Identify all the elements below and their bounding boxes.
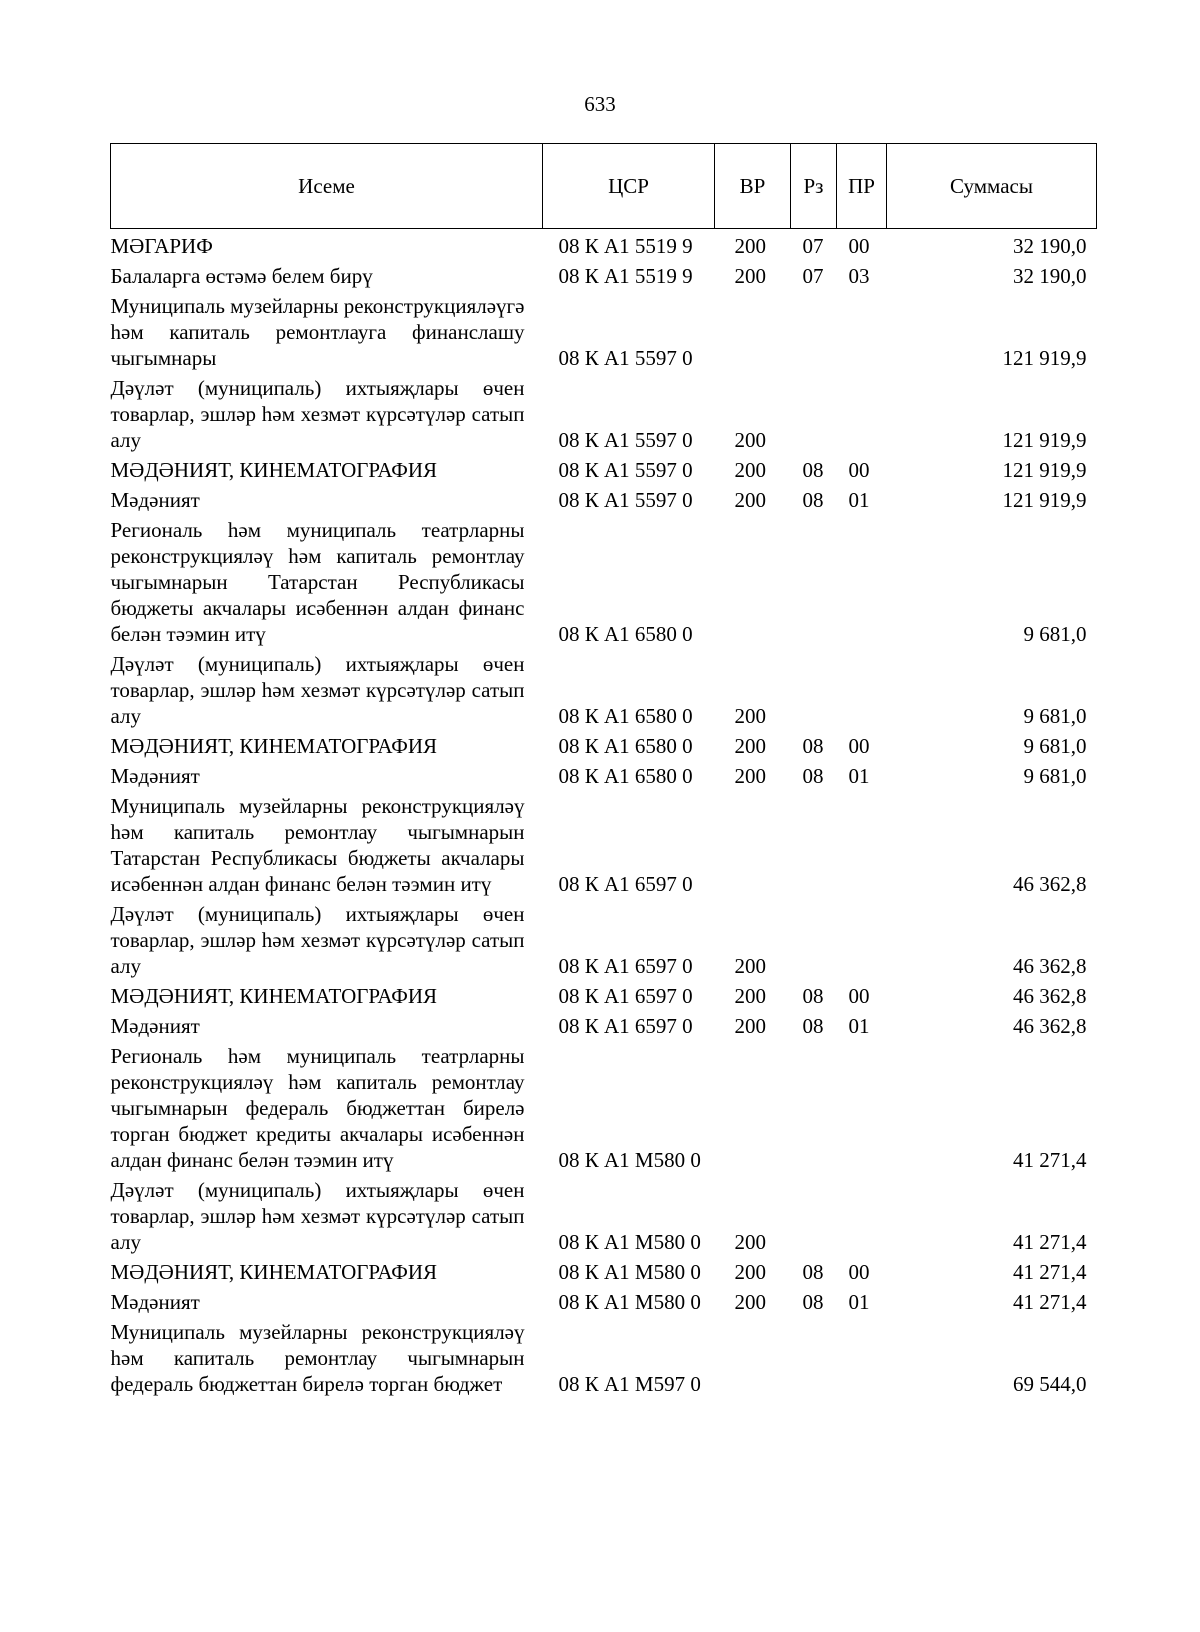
- row-name-cell: Муниципаль музейларны реконструкцияләүгә һәм капиталь ремонтлауга финанслашу чыгымнары: [110, 294, 525, 370]
- row-pr-cell: 00: [848, 458, 870, 482]
- row-csr-cell: 08 К А1 6580 0: [558, 734, 693, 758]
- row-name-cell: Мәдәният: [110, 1290, 200, 1314]
- row-csr-cell: 08 К А1 5597 0: [558, 458, 693, 482]
- row-csr-cell: 08 К А1 5519 9: [558, 234, 693, 258]
- row-csr-cell: 08 К А1 5597 0: [558, 346, 693, 370]
- row-rz-cell: [791, 1315, 837, 1397]
- row-name-cell: Дәүләт (муниципаль) ихтыяҗлары өчен товарлар, эшләр һәм хезмәт күрсәтүләр сатып алу: [110, 376, 525, 452]
- row-pr-cell: [837, 371, 887, 453]
- table-row: [111, 1285, 1097, 1315]
- row-vr-cell: 200: [734, 264, 766, 288]
- row-csr-cell: 08 К А1 6597 0: [558, 872, 693, 896]
- row-name-cell: Дәүләт (муниципаль) ихтыяҗлары өчен товарлар, эшләр һәм хезмәт күрсәтүләр сатып алу: [110, 1178, 525, 1254]
- row-vr-cell: 200: [734, 704, 766, 728]
- row-name-cell: МӘГАРИФ: [110, 234, 213, 258]
- row-rz-cell: 08: [802, 764, 824, 788]
- row-pr-cell: [837, 1315, 887, 1397]
- row-sum-cell: 46 362,8: [1013, 1014, 1087, 1038]
- row-rz-cell: 08: [802, 1290, 824, 1314]
- row-csr-cell: 08 К А1 6597 0: [558, 984, 693, 1008]
- table-row: [111, 647, 1097, 729]
- header-rz: Рз: [791, 144, 837, 229]
- row-sum-cell: 121 919,9: [1002, 458, 1087, 482]
- budget-table: [110, 143, 1096, 1397]
- row-csr-cell: 08 К А1 6580 0: [558, 704, 693, 728]
- row-rz-cell: 08: [802, 458, 824, 482]
- row-pr-cell: [837, 1039, 887, 1173]
- row-sum-cell: 46 362,8: [1013, 954, 1087, 978]
- row-name-cell: МӘДӘНИЯТ, КИНЕМАТОГРАФИЯ: [110, 734, 438, 758]
- row-pr-cell: 01: [848, 1014, 870, 1038]
- row-vr-cell: [715, 289, 791, 371]
- row-rz-cell: [791, 789, 837, 897]
- header-csr: ЦСР: [543, 144, 715, 229]
- row-pr-cell: 00: [848, 984, 870, 1008]
- row-vr-cell: 200: [734, 1014, 766, 1038]
- row-pr-cell: [837, 789, 887, 897]
- row-vr-cell: 200: [734, 984, 766, 1008]
- table-row: [111, 979, 1097, 1009]
- table-row: [111, 513, 1097, 647]
- row-name-cell: МӘДӘНИЯТ, КИНЕМАТОГРАФИЯ: [110, 1260, 438, 1284]
- row-rz-cell: [791, 1039, 837, 1173]
- row-sum-cell: 32 190,0: [1013, 264, 1087, 288]
- row-rz-cell: 08: [802, 984, 824, 1008]
- row-name-cell: Муниципаль музейларны реконструкцияләү һәм капиталь ремонтлау чыгымнарын Татарстан Республикасы бюджеты акчалары исәбеннән алдан финанс белән тәэмин итү: [110, 794, 525, 896]
- row-csr-cell: 08 К А1 М580 0: [558, 1290, 701, 1314]
- row-csr-cell: 08 К А1 М580 0: [558, 1260, 701, 1284]
- row-pr-cell: [837, 1173, 887, 1255]
- row-vr-cell: 200: [734, 488, 766, 512]
- row-sum-cell: 41 271,4: [1013, 1148, 1087, 1172]
- row-pr-cell: 00: [848, 734, 870, 758]
- row-csr-cell: 08 К А1 М597 0: [558, 1372, 701, 1396]
- row-csr-cell: 08 К А1 5597 0: [558, 488, 693, 512]
- row-sum-cell: 121 919,9: [1002, 346, 1087, 370]
- table-row: [111, 229, 1097, 260]
- header-pr: ПР: [837, 144, 887, 229]
- row-name-cell: Мәдәният: [110, 764, 200, 788]
- row-rz-cell: 08: [802, 1260, 824, 1284]
- row-pr-cell: [837, 897, 887, 979]
- row-rz-cell: [791, 371, 837, 453]
- table-row: [111, 1255, 1097, 1285]
- row-vr-cell: 200: [734, 1230, 766, 1254]
- row-csr-cell: 08 К А1 6597 0: [558, 954, 693, 978]
- row-pr-cell: 01: [848, 488, 870, 512]
- row-vr-cell: [715, 513, 791, 647]
- table-row: [111, 1173, 1097, 1255]
- table-row: [111, 289, 1097, 371]
- row-name-cell: Региональ һәм муниципаль театрларны реконструкцияләү һәм капиталь ремонтлау чыгымнарын федераль бюджеттан бирелә торган бюджет кредиты акчалары исәбеннән алдан финанс белән тәэмин итү: [110, 1044, 525, 1172]
- row-pr-cell: 01: [848, 764, 870, 788]
- row-name-cell: Дәүләт (муниципаль) ихтыяҗлары өчен товарлар, эшләр һәм хезмәт күрсәтүләр сатып алу: [110, 652, 525, 728]
- row-vr-cell: 200: [734, 234, 766, 258]
- table-row: [111, 729, 1097, 759]
- row-csr-cell: 08 К А1 М580 0: [558, 1230, 701, 1254]
- row-sum-cell: 9 681,0: [1023, 622, 1087, 646]
- table-row: [111, 483, 1097, 513]
- row-rz-cell: 07: [802, 264, 824, 288]
- row-csr-cell: 08 К А1 6580 0: [558, 764, 693, 788]
- row-name-cell: Муниципаль музейларны реконструкцияләү һәм капиталь ремонтлау чыгымнарын федераль бюджеттан бирелә торган бюджет: [110, 1320, 525, 1396]
- row-sum-cell: 32 190,0: [1013, 234, 1087, 258]
- row-name-cell: Мәдәният: [110, 1014, 200, 1038]
- row-sum-cell: 41 271,4: [1013, 1230, 1087, 1254]
- row-vr-cell: [715, 1315, 791, 1397]
- row-csr-cell: 08 К А1 6597 0: [558, 1014, 693, 1038]
- table-body: [111, 229, 1097, 1398]
- row-rz-cell: [791, 897, 837, 979]
- row-csr-cell: 08 К А1 6580 0: [558, 622, 693, 646]
- row-name-cell: Мәдәният: [110, 488, 200, 512]
- header-vr: ВР: [715, 144, 791, 229]
- row-sum-cell: 121 919,9: [1002, 488, 1087, 512]
- row-name-cell: МӘДӘНИЯТ, КИНЕМАТОГРАФИЯ: [110, 984, 438, 1008]
- row-pr-cell: 00: [848, 1260, 870, 1284]
- row-sum-cell: 9 681,0: [1023, 764, 1087, 788]
- row-vr-cell: 200: [734, 1290, 766, 1314]
- row-name-cell: МӘДӘНИЯТ, КИНЕМАТОГРАФИЯ: [110, 458, 438, 482]
- row-vr-cell: 200: [734, 764, 766, 788]
- row-sum-cell: 46 362,8: [1013, 984, 1087, 1008]
- row-pr-cell: 03: [848, 264, 870, 288]
- row-sum-cell: 41 271,4: [1013, 1290, 1087, 1314]
- row-rz-cell: 07: [802, 234, 824, 258]
- row-sum-cell: 41 271,4: [1013, 1260, 1087, 1284]
- table-row: [111, 453, 1097, 483]
- table-row: [111, 789, 1097, 897]
- row-vr-cell: 200: [734, 458, 766, 482]
- row-vr-cell: [715, 789, 791, 897]
- row-rz-cell: [791, 647, 837, 729]
- row-pr-cell: [837, 289, 887, 371]
- row-csr-cell: 08 К А1 5597 0: [558, 428, 693, 452]
- row-vr-cell: 200: [734, 734, 766, 758]
- row-rz-cell: 08: [802, 1014, 824, 1038]
- row-csr-cell: 08 К А1 М580 0: [558, 1148, 701, 1172]
- table-row: [111, 897, 1097, 979]
- row-vr-cell: 200: [734, 428, 766, 452]
- header-sum: Суммасы: [887, 144, 1097, 229]
- row-pr-cell: 00: [848, 234, 870, 258]
- row-sum-cell: 9 681,0: [1023, 734, 1087, 758]
- table-row: [111, 259, 1097, 289]
- row-pr-cell: 01: [848, 1290, 870, 1314]
- row-vr-cell: [715, 1039, 791, 1173]
- page-number: 633: [584, 92, 616, 116]
- row-rz-cell: 08: [802, 734, 824, 758]
- row-sum-cell: 9 681,0: [1023, 704, 1087, 728]
- table-row: [111, 1315, 1097, 1397]
- row-name-cell: Региональ һәм муниципаль театрларны реконструкцияләү һәм капиталь ремонтлау чыгымнарын Татарстан Республикасы бюджеты акчалары исәбеннән алдан финанс белән тәэмин итү: [110, 518, 525, 646]
- row-pr-cell: [837, 647, 887, 729]
- row-vr-cell: 200: [734, 1260, 766, 1284]
- row-sum-cell: 46 362,8: [1013, 872, 1087, 896]
- row-rz-cell: [791, 513, 837, 647]
- row-name-cell: Балаларга өстәмә белем бирү: [110, 264, 373, 288]
- row-vr-cell: 200: [734, 954, 766, 978]
- header-name: Исеме: [111, 144, 543, 229]
- row-sum-cell: 121 919,9: [1002, 428, 1087, 452]
- row-rz-cell: [791, 1173, 837, 1255]
- row-name-cell: Дәүләт (муниципаль) ихтыяҗлары өчен товарлар, эшләр һәм хезмәт күрсәтүләр сатып алу: [110, 902, 525, 978]
- row-rz-cell: 08: [802, 488, 824, 512]
- table-row: [111, 1009, 1097, 1039]
- row-csr-cell: 08 К А1 5519 9: [558, 264, 693, 288]
- table-row: [111, 759, 1097, 789]
- table-row: [111, 1039, 1097, 1173]
- row-rz-cell: [791, 289, 837, 371]
- row-sum-cell: 69 544,0: [1013, 1372, 1087, 1396]
- table-row: [111, 371, 1097, 453]
- table-header-row: [111, 144, 1097, 229]
- row-pr-cell: [837, 513, 887, 647]
